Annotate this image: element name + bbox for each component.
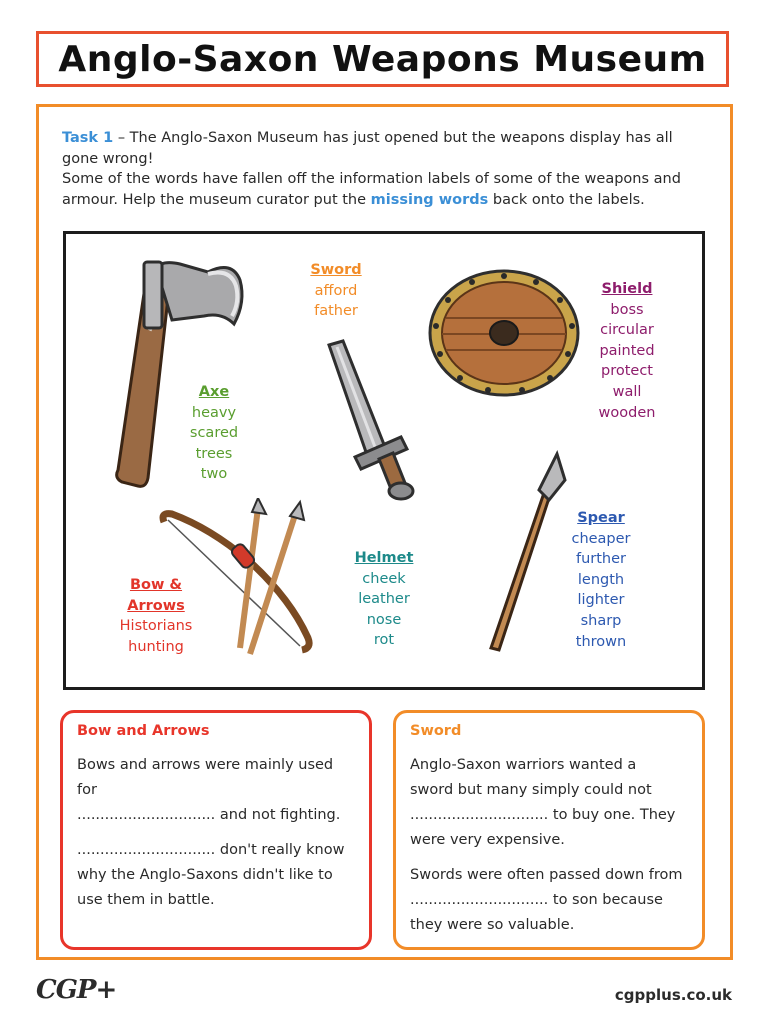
word-sharp: sharp bbox=[580, 612, 622, 629]
word-afford: afford bbox=[314, 282, 358, 299]
shield-heading: Shield bbox=[601, 281, 653, 297]
word-wooden: wooden bbox=[598, 404, 656, 421]
word-rot: rot bbox=[373, 632, 395, 649]
word-lighter: lighter bbox=[577, 592, 625, 609]
intro-line2-post: back onto the labels. bbox=[488, 191, 645, 208]
word-protect: protect bbox=[601, 363, 653, 380]
word-painted: painted bbox=[599, 342, 655, 359]
sword-panel bbox=[393, 710, 705, 950]
bow-panel-paragraph-2 bbox=[77, 838, 355, 913]
bow-p2-line1: .............................. don't really know bbox=[77, 842, 345, 858]
word-two: two bbox=[200, 466, 228, 483]
site-url: cgpplus.co.uk bbox=[614, 986, 732, 1004]
sword-p1-line4: were very expensive. bbox=[410, 832, 565, 848]
spear-heading: Spear bbox=[577, 510, 625, 526]
bow-word-list bbox=[110, 575, 202, 657]
word-heavy: heavy bbox=[191, 404, 237, 421]
word-nose: nose bbox=[366, 611, 402, 628]
word-cheaper: cheaper bbox=[571, 530, 631, 547]
intro-line1: – The Anglo-Saxon Museum has just opened but the weapons display has all gone wrong! bbox=[62, 130, 673, 167]
helmet-heading: Helmet bbox=[354, 550, 414, 566]
bow-p2-line3: use them in battle. bbox=[77, 892, 215, 908]
spear-word-list bbox=[562, 508, 640, 652]
sword-p2-line2: .............................. to son because bbox=[410, 892, 663, 908]
bow-p1-line2: .............................. and not fighting. bbox=[77, 807, 341, 823]
cgp-logo: CGP+ bbox=[36, 975, 117, 1005]
word-scared: scared bbox=[189, 425, 239, 442]
helmet-word-list bbox=[344, 548, 424, 651]
missing-words-highlight: missing words bbox=[370, 191, 489, 208]
word-boss: boss bbox=[610, 301, 644, 318]
word-circular: circular bbox=[600, 322, 654, 339]
word-thrown: thrown bbox=[575, 633, 627, 650]
word-length: length bbox=[577, 571, 625, 588]
bow-heading-line1: Bow & bbox=[129, 577, 183, 593]
task-label: Task 1 bbox=[62, 130, 114, 146]
sword-word-list bbox=[296, 260, 376, 322]
bow-panel-title: Bow and Arrows bbox=[77, 723, 210, 739]
bow-arrows-panel bbox=[60, 710, 372, 950]
shield-word-list bbox=[586, 279, 668, 423]
sword-panel-paragraph-2 bbox=[410, 863, 688, 938]
word-further: further bbox=[575, 551, 626, 568]
title-banner bbox=[36, 31, 729, 87]
task-intro bbox=[62, 128, 712, 210]
bow-p2-line2: why the Anglo-Saxons didn't like to bbox=[77, 867, 333, 883]
sword-p1-line3: .............................. to buy one. They bbox=[410, 807, 676, 823]
sword-p1-line2: sword but many simply could not bbox=[410, 782, 652, 798]
axe-word-list bbox=[176, 382, 252, 485]
sword-panel-title: Sword bbox=[410, 723, 462, 739]
intro-line2-pre: Some of the words have fallen off the information labels of some of the weapons and armour. Help the museum curator put the bbox=[62, 171, 681, 208]
sword-p2-line1: Swords were often passed down from bbox=[410, 867, 683, 883]
sword-illustration bbox=[315, 335, 425, 505]
bow-p1-line1: Bows and arrows were mainly used for bbox=[77, 757, 334, 798]
sword-panel-paragraph-1 bbox=[410, 753, 688, 853]
shield-illustration bbox=[426, 266, 582, 400]
sword-p2-line3: they were so valuable. bbox=[410, 917, 575, 933]
word-historians: Historians bbox=[119, 618, 193, 635]
word-hunting: hunting bbox=[128, 638, 184, 655]
page-title: Anglo-Saxon Weapons Museum bbox=[58, 38, 707, 80]
word-leather: leather bbox=[358, 591, 410, 608]
sword-p1-line1: Anglo-Saxon warriors wanted a bbox=[410, 757, 637, 773]
word-trees: trees bbox=[195, 445, 233, 462]
bow-panel-paragraph-1 bbox=[77, 753, 355, 828]
word-wall: wall bbox=[612, 383, 642, 400]
word-cheek: cheek bbox=[362, 570, 406, 587]
bow-heading-line2: Arrows bbox=[127, 597, 185, 614]
sword-heading: Sword bbox=[310, 262, 362, 278]
word-father: father bbox=[314, 303, 358, 320]
axe-heading: Axe bbox=[198, 384, 230, 400]
